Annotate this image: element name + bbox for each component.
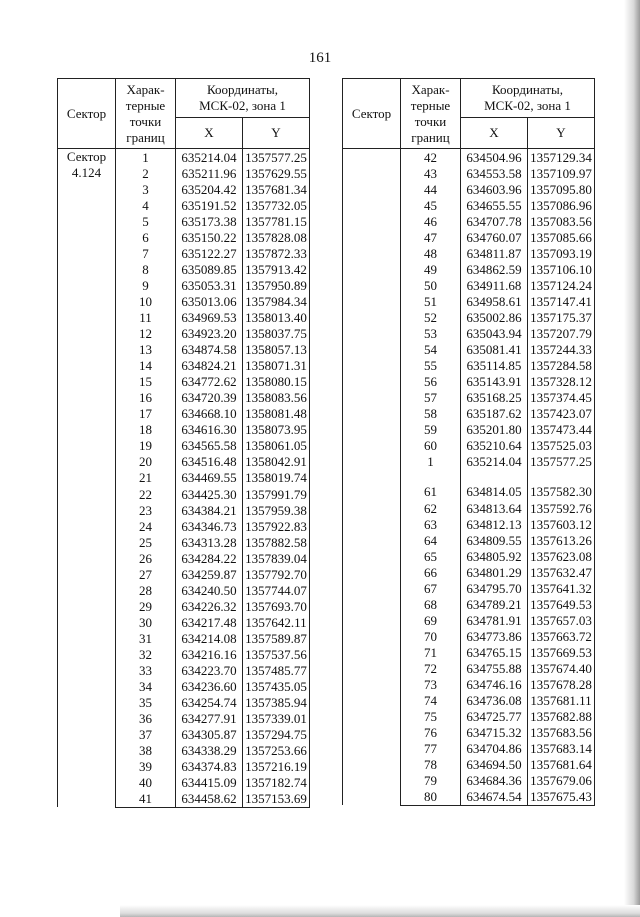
coord-x: 634603.96 — [461, 181, 528, 197]
point-number: 10 — [116, 293, 176, 309]
coord-x: 635089.85 — [176, 261, 243, 277]
coord-y: 1357423.07 — [528, 406, 595, 422]
coord-x: 635013.06 — [176, 293, 243, 309]
coord-x: 635187.62 — [461, 406, 528, 422]
coord-y: 1357683.56 — [528, 725, 595, 741]
coord-x: 634805.92 — [461, 548, 528, 564]
coord-x: 634277.91 — [176, 711, 243, 727]
header-sector: Сектор — [58, 79, 116, 149]
point-number: 23 — [116, 502, 176, 518]
coord-x: 635173.38 — [176, 213, 243, 229]
point-number: 70 — [401, 628, 461, 644]
coord-x: 634259.87 — [176, 566, 243, 582]
coord-x: 634812.13 — [461, 516, 528, 532]
coord-y: 1357175.37 — [528, 309, 595, 325]
point-number: 45 — [401, 197, 461, 213]
coord-y: 1357682.88 — [528, 709, 595, 725]
point-number: 33 — [116, 663, 176, 679]
coord-x: 634313.28 — [176, 534, 243, 550]
coord-x: 635214.04 — [176, 149, 243, 166]
coord-x: 634765.15 — [461, 644, 528, 660]
coord-y: 1357950.89 — [243, 277, 310, 293]
coord-y: 1357632.47 — [528, 564, 595, 580]
coord-y: 1357093.19 — [528, 245, 595, 261]
coord-x: 635122.27 — [176, 245, 243, 261]
point-number: 11 — [116, 309, 176, 325]
coord-y: 1357681.34 — [243, 181, 310, 197]
page-edge-shadow — [624, 0, 640, 917]
coord-x: 634516.48 — [176, 454, 243, 470]
coord-y: 1357623.08 — [528, 548, 595, 564]
coord-y: 1357679.06 — [528, 773, 595, 789]
header-coordinates: Координаты, МСК-02, зона 1 — [461, 79, 595, 118]
coord-y: 1357473.44 — [528, 422, 595, 438]
coord-y: 1357922.83 — [243, 518, 310, 534]
coord-x: 634772.62 — [176, 374, 243, 390]
point-number: 15 — [116, 374, 176, 390]
point-number: 79 — [401, 773, 461, 789]
coord-x: 634707.78 — [461, 213, 528, 229]
point-number: 54 — [401, 342, 461, 358]
coord-y: 1357663.72 — [528, 628, 595, 644]
point-number: 66 — [401, 564, 461, 580]
page-bottom-shadow — [120, 905, 640, 917]
point-number: 74 — [401, 693, 461, 709]
point-number: 68 — [401, 596, 461, 612]
point-number: 38 — [116, 743, 176, 759]
point-number: 46 — [401, 213, 461, 229]
sector-id: 4.124 — [71, 165, 102, 180]
point-number: 53 — [401, 326, 461, 342]
coord-y: 1357095.80 — [528, 181, 595, 197]
point-number: 71 — [401, 644, 461, 660]
point-number: 76 — [401, 725, 461, 741]
point-number: 73 — [401, 677, 461, 693]
coord-x: 634814.05 — [461, 484, 528, 500]
coord-x: 634862.59 — [461, 261, 528, 277]
coord-x: 634553.58 — [461, 165, 528, 181]
coord-y: 1357109.97 — [528, 165, 595, 181]
coord-y: 1357577.25 — [243, 149, 310, 166]
point-number: 48 — [401, 245, 461, 261]
coord-y: 1357674.40 — [528, 660, 595, 676]
point-number: 1 — [116, 149, 176, 166]
point-number: 4 — [116, 197, 176, 213]
page-number: 161 — [308, 50, 332, 66]
coord-x: 634923.20 — [176, 326, 243, 342]
point-number: 56 — [401, 374, 461, 390]
coord-x: 634736.08 — [461, 693, 528, 709]
coord-y: 1357984.34 — [243, 293, 310, 309]
coord-x: 634338.29 — [176, 743, 243, 759]
point-number: 12 — [116, 326, 176, 342]
header-y: Y — [243, 118, 310, 149]
point-number: 17 — [116, 406, 176, 422]
coordinates-table-left — [57, 78, 310, 808]
coord-x: 634811.87 — [461, 245, 528, 261]
point-number: 18 — [116, 422, 176, 438]
coord-x: 634458.62 — [176, 791, 243, 808]
coord-y: 1357216.19 — [243, 759, 310, 775]
coord-y: 1357872.33 — [243, 245, 310, 261]
point-number: 34 — [116, 679, 176, 695]
coord-x: 634469.55 — [176, 470, 243, 486]
coord-y: 1357613.26 — [528, 532, 595, 548]
coord-y: 1357649.53 — [528, 596, 595, 612]
coord-y: 1358073.95 — [243, 422, 310, 438]
coord-x: 634720.39 — [176, 390, 243, 406]
point-number: 72 — [401, 660, 461, 676]
point-number: 7 — [116, 245, 176, 261]
coord-x: 634214.08 — [176, 630, 243, 646]
sector-cell — [343, 149, 401, 806]
coord-x: 634704.86 — [461, 741, 528, 757]
point-number: 1 — [401, 454, 461, 470]
point-number: 78 — [401, 757, 461, 773]
point-number: 2 — [116, 165, 176, 181]
coord-x: 634425.30 — [176, 486, 243, 502]
coord-y: 1357603.12 — [528, 516, 595, 532]
point-number: 41 — [116, 791, 176, 808]
point-number: 9 — [116, 277, 176, 293]
coord-y: 1357294.75 — [243, 727, 310, 743]
point-number: 3 — [116, 181, 176, 197]
coord-y: 1358080.15 — [243, 374, 310, 390]
point-number: 35 — [116, 695, 176, 711]
coord-y: 1357744.07 — [243, 582, 310, 598]
coord-y: 1357244.33 — [528, 342, 595, 358]
point-number: 60 — [401, 438, 461, 454]
header-x: X — [461, 118, 528, 149]
point-number: 29 — [116, 598, 176, 614]
point-number: 13 — [116, 342, 176, 358]
header-point: Харак- терные точки границ — [116, 79, 176, 149]
coord-y: 1357592.76 — [528, 500, 595, 516]
coord-y: 1357675.43 — [528, 789, 595, 806]
coord-x: 634755.88 — [461, 660, 528, 676]
coord-y: 1357657.03 — [528, 612, 595, 628]
spacer-cell — [401, 470, 461, 484]
coord-y: 1357792.70 — [243, 566, 310, 582]
point-number: 25 — [116, 534, 176, 550]
coord-y: 1357385.94 — [243, 695, 310, 711]
point-number: 32 — [116, 646, 176, 662]
coord-x: 634684.36 — [461, 773, 528, 789]
coord-y: 1358071.31 — [243, 358, 310, 374]
point-number: 63 — [401, 516, 461, 532]
coord-x: 635114.85 — [461, 358, 528, 374]
point-number: 57 — [401, 390, 461, 406]
point-number: 36 — [116, 711, 176, 727]
point-number: 64 — [401, 532, 461, 548]
coord-x: 634226.32 — [176, 598, 243, 614]
coord-y: 1358061.05 — [243, 438, 310, 454]
point-number: 67 — [401, 580, 461, 596]
point-number: 21 — [116, 470, 176, 486]
coord-x: 634217.48 — [176, 614, 243, 630]
coord-x: 634655.55 — [461, 197, 528, 213]
spacer-cell — [528, 470, 595, 484]
coord-y: 1357991.79 — [243, 486, 310, 502]
coord-x: 635053.31 — [176, 277, 243, 293]
coord-y: 1358081.48 — [243, 406, 310, 422]
coord-x: 634789.21 — [461, 596, 528, 612]
coord-x: 634223.70 — [176, 663, 243, 679]
point-number: 47 — [401, 229, 461, 245]
point-number: 5 — [116, 213, 176, 229]
coord-y: 1357732.05 — [243, 197, 310, 213]
point-number: 55 — [401, 358, 461, 374]
coord-y: 1357207.79 — [528, 326, 595, 342]
coord-y: 1357253.66 — [243, 743, 310, 759]
coord-x: 634346.73 — [176, 518, 243, 534]
header-sector: Сектор — [343, 79, 401, 149]
coord-x: 634781.91 — [461, 612, 528, 628]
sector-label: Сектор — [66, 149, 107, 164]
point-number: 39 — [116, 759, 176, 775]
coord-x: 634911.68 — [461, 277, 528, 293]
point-number: 62 — [401, 500, 461, 516]
coord-y: 1357153.69 — [243, 791, 310, 808]
point-number: 26 — [116, 550, 176, 566]
coord-x: 634384.21 — [176, 502, 243, 518]
coord-y: 1358037.75 — [243, 326, 310, 342]
coord-x: 634374.83 — [176, 759, 243, 775]
coord-x: 634240.50 — [176, 582, 243, 598]
coord-x: 634715.32 — [461, 725, 528, 741]
coord-x: 634824.21 — [176, 358, 243, 374]
coord-x: 634801.29 — [461, 564, 528, 580]
coord-x: 635002.86 — [461, 309, 528, 325]
point-number: 58 — [401, 406, 461, 422]
coord-x: 635201.80 — [461, 422, 528, 438]
point-number: 51 — [401, 293, 461, 309]
point-number: 22 — [116, 486, 176, 502]
coord-x: 635081.41 — [461, 342, 528, 358]
coord-y: 1357328.12 — [528, 374, 595, 390]
coord-y: 1357641.32 — [528, 580, 595, 596]
point-number: 40 — [116, 775, 176, 791]
coord-y: 1357085.66 — [528, 229, 595, 245]
coord-x: 635211.96 — [176, 165, 243, 181]
coord-x: 635204.42 — [176, 181, 243, 197]
coord-x: 634284.22 — [176, 550, 243, 566]
coord-x: 634305.87 — [176, 727, 243, 743]
coord-y: 1357485.77 — [243, 663, 310, 679]
coord-x: 635143.91 — [461, 374, 528, 390]
point-number: 44 — [401, 181, 461, 197]
point-number: 19 — [116, 438, 176, 454]
coord-x: 634236.60 — [176, 679, 243, 695]
coord-x: 634616.30 — [176, 422, 243, 438]
coord-x: 634216.16 — [176, 646, 243, 662]
point-number: 59 — [401, 422, 461, 438]
coord-y: 1357129.34 — [528, 149, 595, 166]
coord-x: 634813.64 — [461, 500, 528, 516]
point-number: 50 — [401, 277, 461, 293]
header-point: Харак- терные точки границ — [401, 79, 461, 149]
spacer-cell — [461, 470, 528, 484]
coord-x: 634565.58 — [176, 438, 243, 454]
coord-x: 634795.70 — [461, 580, 528, 596]
point-number: 77 — [401, 741, 461, 757]
coord-x: 634694.50 — [461, 757, 528, 773]
coord-x: 634874.58 — [176, 342, 243, 358]
coord-y: 1357589.87 — [243, 630, 310, 646]
coord-y: 1357669.53 — [528, 644, 595, 660]
coord-x: 634773.86 — [461, 628, 528, 644]
coord-y: 1357435.05 — [243, 679, 310, 695]
coord-x: 635043.94 — [461, 326, 528, 342]
coord-y: 1357681.64 — [528, 757, 595, 773]
coord-x: 634254.74 — [176, 695, 243, 711]
coord-y: 1358083.56 — [243, 390, 310, 406]
coord-y: 1357083.56 — [528, 213, 595, 229]
coord-x: 635191.52 — [176, 197, 243, 213]
point-number: 27 — [116, 566, 176, 582]
coord-y: 1357781.15 — [243, 213, 310, 229]
coordinates-table-right — [342, 78, 595, 806]
coord-y: 1357182.74 — [243, 775, 310, 791]
table-row — [58, 149, 310, 166]
point-number: 16 — [116, 390, 176, 406]
coord-x: 634725.77 — [461, 709, 528, 725]
point-number: 20 — [116, 454, 176, 470]
coord-y: 1357913.42 — [243, 261, 310, 277]
coord-y: 1357525.03 — [528, 438, 595, 454]
coord-y: 1357959.38 — [243, 502, 310, 518]
coord-y: 1358013.40 — [243, 309, 310, 325]
coord-y: 1357678.28 — [528, 677, 595, 693]
coord-x: 635150.22 — [176, 229, 243, 245]
coord-y: 1358042.91 — [243, 454, 310, 470]
coord-x: 634969.53 — [176, 309, 243, 325]
coord-y: 1357839.04 — [243, 550, 310, 566]
coord-y: 1357882.58 — [243, 534, 310, 550]
coord-y: 1357683.14 — [528, 741, 595, 757]
point-number: 37 — [116, 727, 176, 743]
point-number: 14 — [116, 358, 176, 374]
table-row — [343, 149, 595, 166]
coord-x: 635168.25 — [461, 390, 528, 406]
point-number: 52 — [401, 309, 461, 325]
coord-y: 1357828.08 — [243, 229, 310, 245]
point-number: 42 — [401, 149, 461, 166]
point-number: 28 — [116, 582, 176, 598]
point-number: 43 — [401, 165, 461, 181]
coord-x: 634809.55 — [461, 532, 528, 548]
coord-x: 634504.96 — [461, 149, 528, 166]
coord-y: 1357537.56 — [243, 646, 310, 662]
coord-y: 1357642.11 — [243, 614, 310, 630]
coord-y: 1357339.01 — [243, 711, 310, 727]
header-y: Y — [528, 118, 595, 149]
point-number: 49 — [401, 261, 461, 277]
coord-y: 1358019.74 — [243, 470, 310, 486]
coord-y: 1357147.41 — [528, 293, 595, 309]
coord-y: 1357106.10 — [528, 261, 595, 277]
coord-y: 1357284.58 — [528, 358, 595, 374]
point-number: 65 — [401, 548, 461, 564]
coord-y: 1357374.45 — [528, 390, 595, 406]
coord-y: 1357629.55 — [243, 165, 310, 181]
coord-y: 1357582.30 — [528, 484, 595, 500]
coord-y: 1358057.13 — [243, 342, 310, 358]
coord-y: 1357124.24 — [528, 277, 595, 293]
point-number: 24 — [116, 518, 176, 534]
sector-cell — [58, 149, 116, 808]
point-number: 69 — [401, 612, 461, 628]
header-x: X — [176, 118, 243, 149]
coord-x: 635210.64 — [461, 438, 528, 454]
point-number: 61 — [401, 484, 461, 500]
coord-x: 635214.04 — [461, 454, 528, 470]
point-number: 80 — [401, 789, 461, 806]
coord-x: 634668.10 — [176, 406, 243, 422]
coord-x: 634746.16 — [461, 677, 528, 693]
header-coordinates: Координаты, МСК-02, зона 1 — [176, 79, 310, 118]
coord-y: 1357681.11 — [528, 693, 595, 709]
point-number: 75 — [401, 709, 461, 725]
coord-x: 634415.09 — [176, 775, 243, 791]
coord-y: 1357086.96 — [528, 197, 595, 213]
coord-y: 1357693.70 — [243, 598, 310, 614]
coord-x: 634760.07 — [461, 229, 528, 245]
coord-y: 1357577.25 — [528, 454, 595, 470]
point-number: 6 — [116, 229, 176, 245]
point-number: 30 — [116, 614, 176, 630]
point-number: 8 — [116, 261, 176, 277]
coord-x: 634674.54 — [461, 789, 528, 806]
point-number: 31 — [116, 630, 176, 646]
coord-x: 634958.61 — [461, 293, 528, 309]
